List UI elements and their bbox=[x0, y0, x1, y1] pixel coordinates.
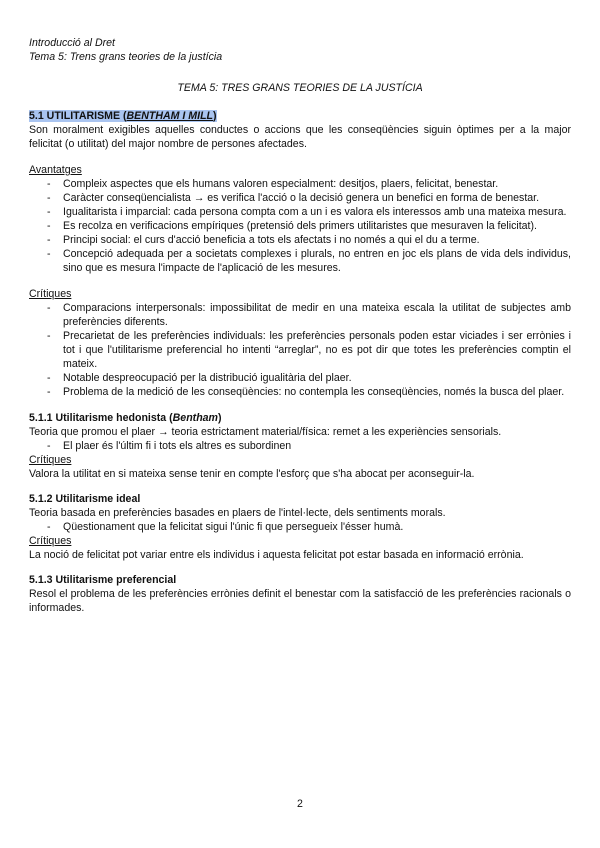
list-item: - Problema de la medició de les conseqüències: no contempla les conseqüències, només la busca del plaer. bbox=[29, 385, 571, 399]
section-text: Teoria que promou el plaer → teoria estrictament material/física: remet a les experiències sensorials. bbox=[29, 426, 502, 438]
hedonista-list bbox=[29, 439, 571, 453]
ideal-list bbox=[29, 520, 571, 534]
running-header bbox=[29, 36, 571, 64]
critique-text: La noció de felicitat pot variar entre els individus i aquesta felicitat pot estar basada en informació errònia. bbox=[29, 549, 524, 561]
list-item: - Qüestionament que la felicitat sigui l'únic fi que persegueix l'ésser humà. bbox=[29, 520, 571, 534]
section-heading-5-1: 5.1 UTILITARISME (BENTHAM I MILL) bbox=[29, 110, 217, 122]
critiques-label: Crítiques bbox=[29, 454, 72, 466]
list-item: - Precarietat de les preferències individuals: les preferències personals poden estar viciades i ser errònies i tot i que l'utilitarisme preferencial ho intenti “arreglar”, no es pot dir que totes les preferències comptin el mateix. bbox=[29, 329, 571, 371]
document-page bbox=[29, 36, 571, 615]
list-item: - Compleix aspectes que els humans valoren especialment: desitjos, plaers, felicitat, benestar. bbox=[29, 177, 571, 191]
section-heading-5-1-2: 5.1.2 Utilitarisme ideal bbox=[29, 493, 141, 505]
critiques-label: Crítiques bbox=[29, 535, 72, 547]
section-text: Teoria basada en preferències basades en plaers de l'intel·lecte, dels sentiments morals. bbox=[29, 507, 446, 519]
list-item: - Notable despreocupació per la distribució igualitària del plaer. bbox=[29, 371, 571, 385]
list-item: - El plaer és l'últim fi i tots els altres es subordinen bbox=[29, 439, 571, 453]
header-course: Introducció al Dret bbox=[29, 37, 115, 49]
list-item: - Principi social: el curs d'acció beneficia a tots els afectats i no només a qui el du a terme. bbox=[29, 233, 571, 247]
section-text: Resol el problema de les preferències errònies definit el benestar com la satisfacció de les preferències racionals o informades. bbox=[29, 588, 571, 614]
section-heading-author: Bentham bbox=[172, 412, 218, 424]
list-item: - Concepció adequada per a societats complexes i plurals, no entren en joc els plans de vida dels individus, sino que es mesura l'impacte de l'aplicació de les mesures. bbox=[29, 247, 571, 275]
list-item: - Igualitarista i imparcial: cada persona compta com a un i es valora els interessos amb una mateixa mesura. bbox=[29, 205, 571, 219]
list-item: - Es recolza en verificacions empíriques (pretensió dels primers utilitaristes que mesuraven la felicitat). bbox=[29, 219, 571, 233]
header-topic: Tema 5: Trens grans teories de la justícia bbox=[29, 51, 223, 63]
section-heading-5-1-1: 5.1.1 Utilitarisme hedonista (Bentham) bbox=[29, 412, 222, 424]
section-intro: Son moralment exigibles aquelles conductes o accions que les conseqüències siguin òptimes per a la major felicitat (o utilitat) del major nombre de persones afectades. bbox=[29, 124, 571, 150]
critique-text: Valora la utilitat en si mateixa sense tenir en compte l'esforç que s'ha abocat per aconseguir-la. bbox=[29, 468, 475, 480]
list-item: - Caràcter conseqüencialista → es verifica l'acció o la decisió genera un benefici en forma de benestar. bbox=[29, 191, 571, 205]
document-title: TEMA 5: TRES GRANS TEORIES DE LA JUSTÍCIA bbox=[177, 82, 423, 94]
section-heading-5-1-3: 5.1.3 Utilitarisme preferencial bbox=[29, 574, 177, 586]
advantages-list bbox=[29, 177, 571, 275]
page-number: 2 bbox=[297, 798, 303, 810]
list-item: - Comparacions interpersonals: impossibilitat de medir en una mateixa escala la utilitat de subjectes amb preferències diferents. bbox=[29, 301, 571, 329]
critiques-list bbox=[29, 301, 571, 399]
critiques-label: Crítiques bbox=[29, 288, 72, 300]
advantages-label: Avantatges bbox=[29, 164, 82, 176]
section-heading-authors: BENTHAM I MILL bbox=[126, 110, 214, 122]
